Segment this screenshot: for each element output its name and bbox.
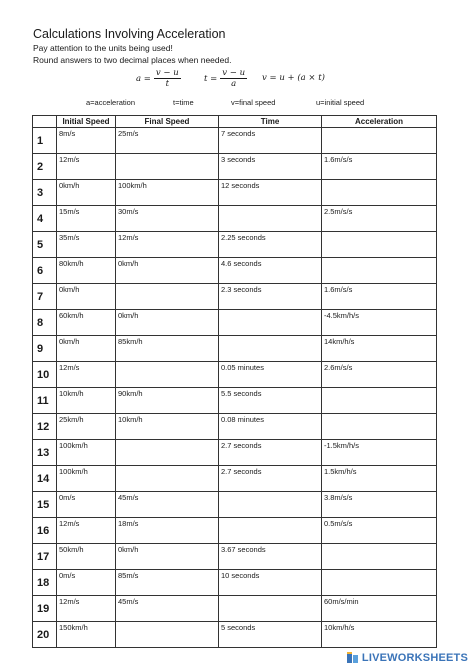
cell-final-speed[interactable] [116,622,219,648]
formula-acceleration-lhs: a = [136,73,151,84]
header-time: Time [219,116,322,128]
table-row [33,466,437,492]
cell-initial-speed[interactable]: 50km/h [57,544,116,570]
cell-final-speed[interactable]: 25m/s [116,128,219,154]
row-number: 18 [33,570,57,596]
row-number: 19 [33,596,57,622]
formula-time-fraction [220,68,247,89]
cell-time[interactable] [219,492,322,518]
cell-initial-speed[interactable]: 0km/h [57,284,116,310]
row-number: 6 [33,258,57,284]
header-acceleration: Acceleration [322,116,437,128]
cell-acceleration[interactable] [322,180,437,206]
cell-acceleration[interactable]: 2.5m/s/s [322,206,437,232]
cell-initial-speed[interactable]: 60km/h [57,310,116,336]
cell-initial-speed[interactable]: 100km/h [57,466,116,492]
table-row [33,518,437,544]
instruction-units: Pay attention to the units being used! [33,43,173,53]
row-number: 17 [33,544,57,570]
cell-time[interactable]: 2.7 seconds [219,466,322,492]
table-row [33,154,437,180]
cell-time[interactable] [219,310,322,336]
row-number: 11 [33,388,57,414]
cell-time[interactable]: 0.05 minutes [219,362,322,388]
cell-final-speed[interactable]: 100km/h [116,180,219,206]
cell-initial-speed[interactable]: 10km/h [57,388,116,414]
table-row [33,570,437,596]
cell-initial-speed[interactable]: 0m/s [57,570,116,596]
cell-acceleration[interactable]: 60m/s/min [322,596,437,622]
cell-time[interactable]: 0.08 minutes [219,414,322,440]
cell-time[interactable]: 10 seconds [219,570,322,596]
cell-initial-speed[interactable]: 12m/s [57,518,116,544]
header-number [33,116,57,128]
calculation-table [32,115,437,648]
cell-final-speed[interactable]: 45m/s [116,596,219,622]
cell-final-speed[interactable]: 45m/s [116,492,219,518]
cell-acceleration[interactable] [322,388,437,414]
legend-time: t=time [173,98,194,107]
cell-final-speed[interactable] [116,284,219,310]
cell-final-speed[interactable]: 10km/h [116,414,219,440]
cell-acceleration[interactable] [322,570,437,596]
cell-final-speed[interactable]: 12m/s [116,232,219,258]
row-number: 1 [33,128,57,154]
cell-initial-speed[interactable]: 12m/s [57,362,116,388]
table-row [33,206,437,232]
cell-acceleration[interactable] [322,232,437,258]
cell-final-speed[interactable] [116,362,219,388]
cell-acceleration[interactable]: 0.5m/s/s [322,518,437,544]
table-row [33,544,437,570]
cell-acceleration[interactable]: -4.5km/h/s [322,310,437,336]
table-row [33,440,437,466]
cell-initial-speed[interactable]: 35m/s [57,232,116,258]
formula-bar [0,68,474,94]
header-initial-speed: Initial Speed [57,116,116,128]
cell-time[interactable]: 2.3 seconds [219,284,322,310]
cell-acceleration[interactable]: 1.6m/s/s [322,154,437,180]
cell-initial-speed[interactable]: 150km/h [57,622,116,648]
cell-final-speed[interactable] [116,466,219,492]
legend-final-speed: v=final speed [231,98,276,107]
cell-time[interactable]: 12 seconds [219,180,322,206]
instruction-rounding: Round answers to two decimal places when needed. [33,55,232,65]
cell-initial-speed[interactable]: 0km/h [57,180,116,206]
formula-final-speed: v = u + (a × t) [262,73,325,83]
row-number: 5 [33,232,57,258]
cell-time[interactable]: 3.67 seconds [219,544,322,570]
cell-final-speed[interactable]: 90km/h [116,388,219,414]
formula-acceleration-fraction [154,68,181,89]
cell-acceleration[interactable]: -1.5km/h/s [322,440,437,466]
cell-final-speed[interactable] [116,440,219,466]
row-number: 4 [33,206,57,232]
cell-final-speed[interactable]: 30m/s [116,206,219,232]
table-row [33,232,437,258]
cell-initial-speed[interactable]: 12m/s [57,154,116,180]
cell-initial-speed[interactable]: 80km/h [57,258,116,284]
cell-final-speed[interactable] [116,154,219,180]
table-row [33,310,437,336]
liveworksheets-logo-icon [346,651,360,664]
table-row [33,622,437,648]
table-header-row [33,116,437,128]
table-row [33,596,437,622]
cell-time[interactable]: 2.7 seconds [219,440,322,466]
formula-acceleration-denominator: t [165,79,170,89]
table-row [33,128,437,154]
cell-time[interactable]: 2.25 seconds [219,232,322,258]
cell-final-speed[interactable]: 85m/s [116,570,219,596]
cell-final-speed[interactable]: 85km/h [116,336,219,362]
row-number: 8 [33,310,57,336]
cell-acceleration[interactable] [322,414,437,440]
header-final-speed: Final Speed [116,116,219,128]
table-row [33,414,437,440]
table-row [33,284,437,310]
cell-initial-speed[interactable]: 12m/s [57,596,116,622]
table-row [33,492,437,518]
cell-time[interactable] [219,596,322,622]
formula-time-denominator: a [231,79,237,89]
cell-acceleration[interactable]: 3.8m/s/s [322,492,437,518]
formula-acceleration [136,68,181,89]
cell-final-speed[interactable]: 0km/h [116,544,219,570]
cell-time[interactable]: 3 seconds [219,154,322,180]
page-title: Calculations Involving Acceleration [33,27,226,41]
cell-time[interactable]: 5 seconds [219,622,322,648]
cell-acceleration[interactable] [322,258,437,284]
cell-acceleration[interactable] [322,544,437,570]
row-number: 2 [33,154,57,180]
row-number: 12 [33,414,57,440]
row-number: 7 [33,284,57,310]
cell-final-speed[interactable]: 18m/s [116,518,219,544]
row-number: 13 [33,440,57,466]
row-number: 20 [33,622,57,648]
cell-acceleration[interactable]: 2.6m/s/s [322,362,437,388]
cell-acceleration[interactable]: 1.6m/s/s [322,284,437,310]
cell-final-speed[interactable]: 0km/h [116,310,219,336]
cell-time[interactable] [219,518,322,544]
table-row [33,180,437,206]
cell-time[interactable] [219,206,322,232]
cell-initial-speed[interactable]: 8m/s [57,128,116,154]
formula-time [204,68,247,89]
cell-acceleration[interactable]: 14km/h/s [322,336,437,362]
cell-acceleration[interactable] [322,128,437,154]
cell-time[interactable]: 4.6 seconds [219,258,322,284]
brand-name: LIVEWORKSHEETS [361,651,468,664]
cell-final-speed[interactable]: 0km/h [116,258,219,284]
formula-time-numerator: v − u [222,68,246,78]
table-body [33,128,437,648]
cell-time[interactable]: 7 seconds [219,128,322,154]
cell-acceleration[interactable]: 10km/h/s [322,622,437,648]
cell-acceleration[interactable]: 1.5km/h/s [322,466,437,492]
cell-initial-speed[interactable]: 25km/h [57,414,116,440]
cell-initial-speed[interactable]: 0m/s [57,492,116,518]
row-number: 3 [33,180,57,206]
cell-initial-speed[interactable]: 100km/h [57,440,116,466]
cell-time[interactable]: 5.5 seconds [219,388,322,414]
row-number: 16 [33,518,57,544]
table-row [33,336,437,362]
row-number: 15 [33,492,57,518]
row-number: 10 [33,362,57,388]
formula-acceleration-numerator: v − u [155,68,179,78]
legend-acceleration: a=acceleration [86,98,135,107]
formula-time-lhs: t = [204,73,218,84]
row-number: 9 [33,336,57,362]
table-row [33,258,437,284]
table-row [33,362,437,388]
cell-initial-speed[interactable]: 0km/h [57,336,116,362]
cell-time[interactable] [219,336,322,362]
footer-branding [346,651,468,664]
cell-initial-speed[interactable]: 15m/s [57,206,116,232]
table-row [33,388,437,414]
legend-initial-speed: u=initial speed [316,98,365,107]
row-number: 14 [33,466,57,492]
